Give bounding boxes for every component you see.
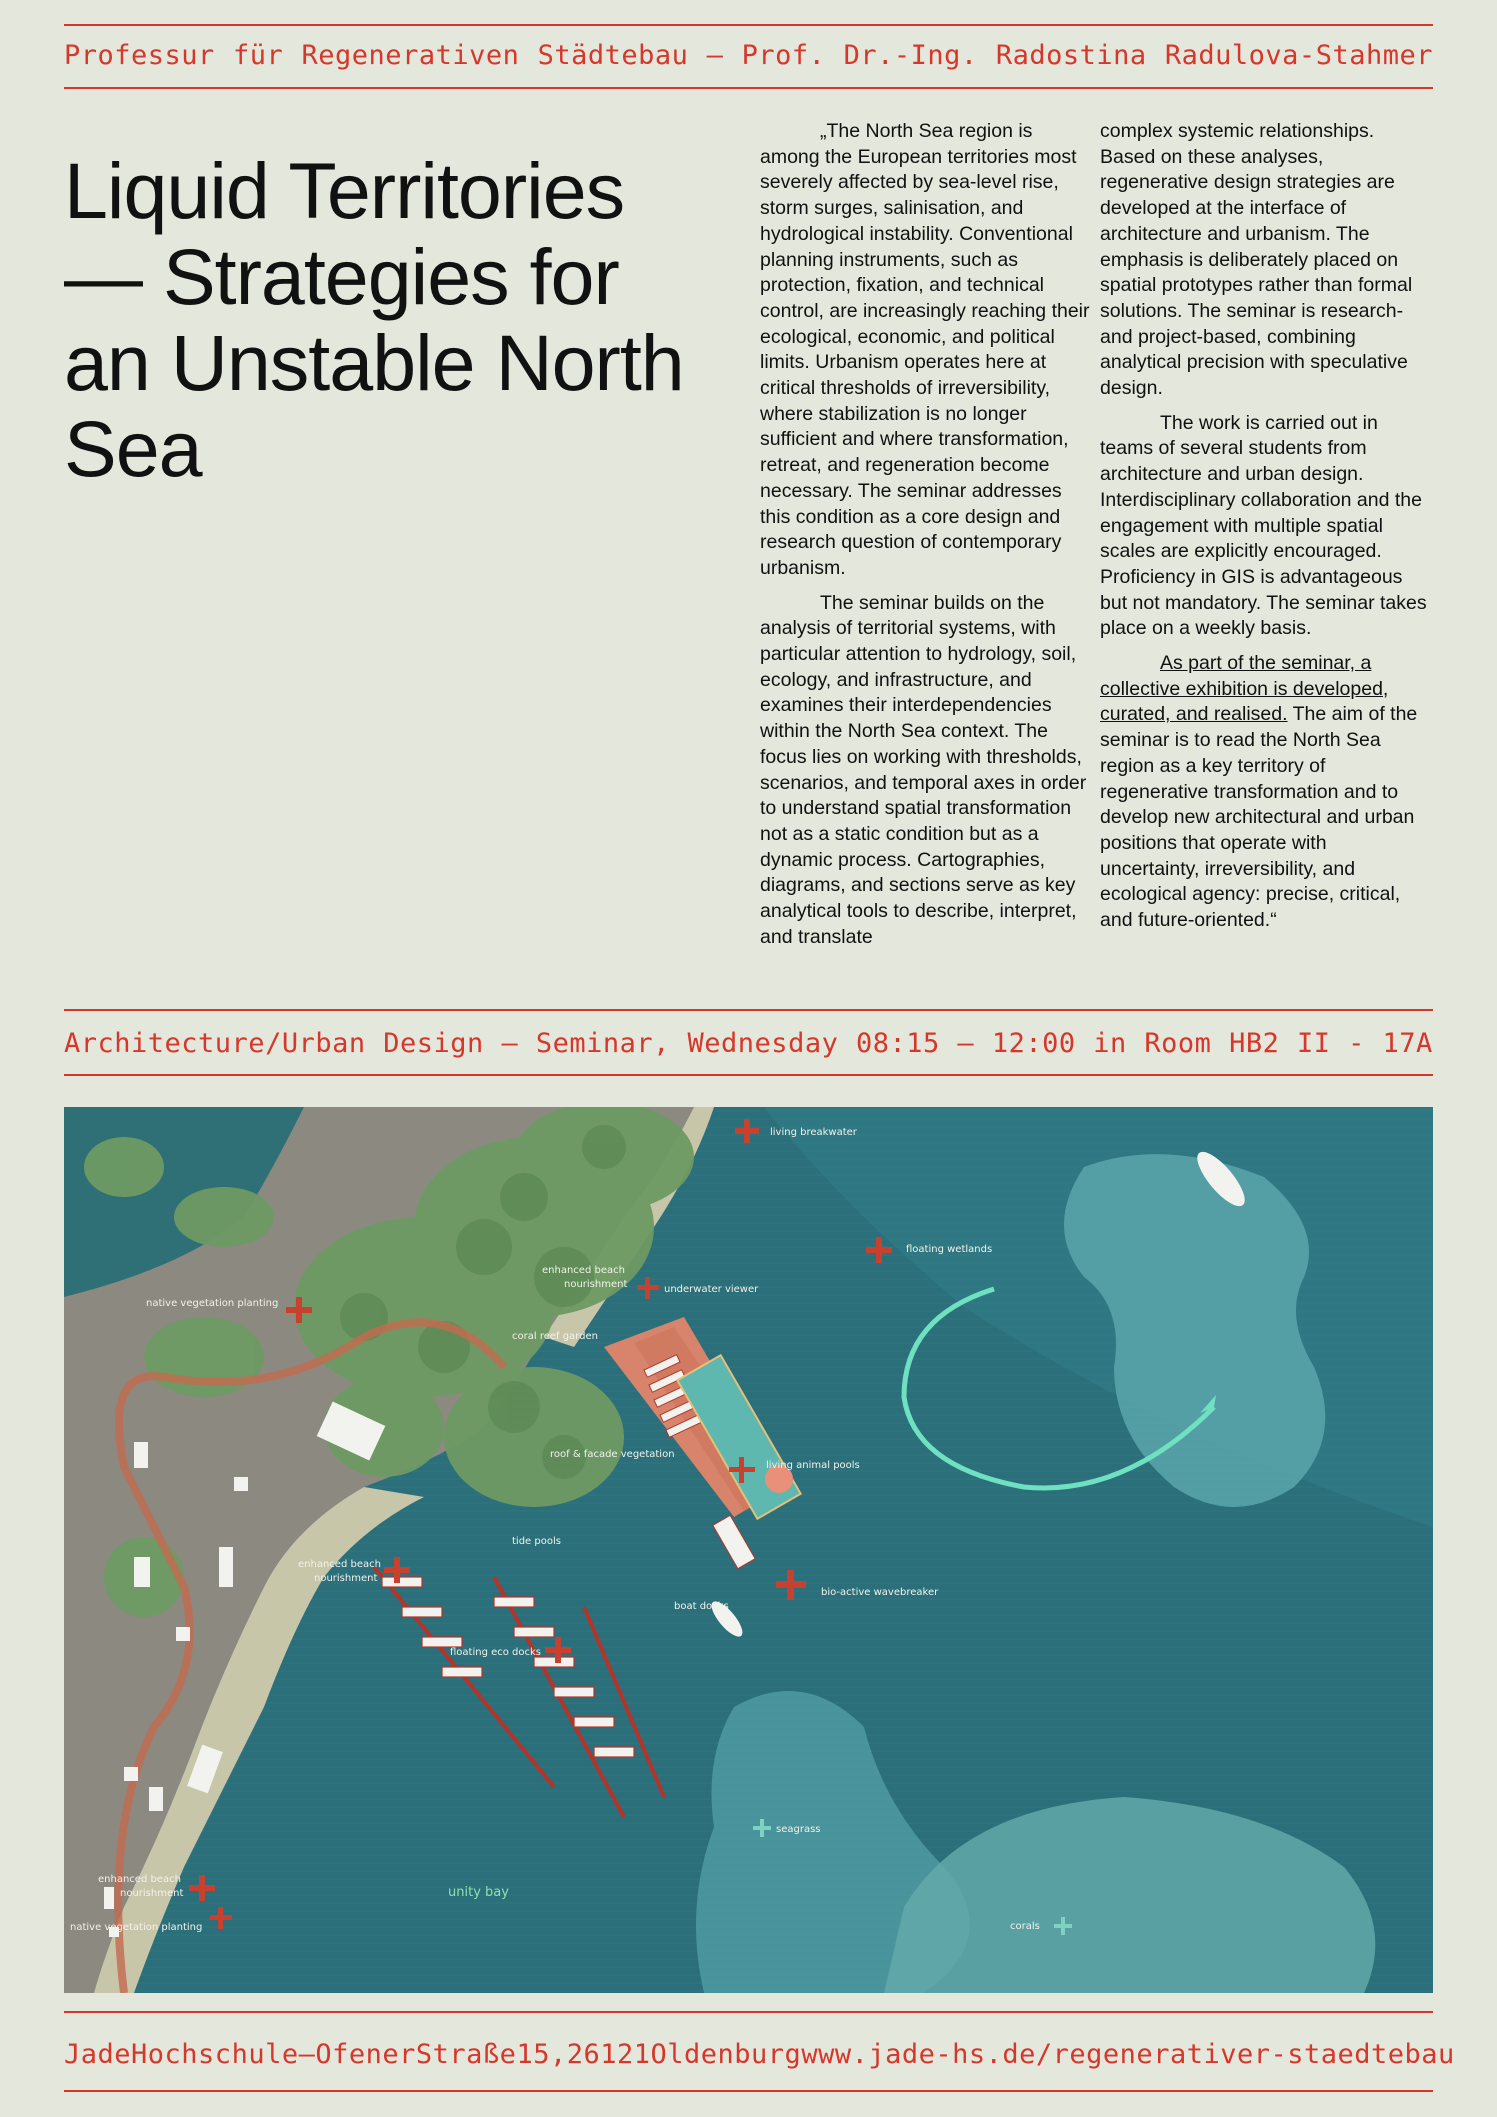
map-label: enhanced beach — [298, 1559, 381, 1570]
course-word: II — [1296, 1028, 1331, 1059]
course-info — [64, 1028, 1433, 1059]
course-rule-bottom — [64, 1074, 1433, 1076]
map-label: living animal pools — [766, 1460, 860, 1471]
map-label: roof & facade vegetation — [550, 1449, 675, 1460]
header-rule — [64, 87, 1433, 89]
footer-word: Hochschule — [131, 2039, 299, 2070]
map-label: corals — [1010, 1921, 1040, 1932]
map-label: tide pools — [512, 1536, 561, 1547]
title-line: Sea — [64, 404, 202, 493]
footer-word: 15, — [516, 2039, 567, 2070]
header-word: Radostina — [995, 40, 1147, 71]
course-rule-top — [64, 1009, 1433, 1011]
body-paragraph: complex systemic relationships. Based on these analyses, regenerative design strategies are developed at the interface of architecture and urbanism. The emphasis is deliberately placed on spatial prototypes rather than formal solutions. The seminar is research- and project-based, combining analytical precision with speculative design. — [1100, 120, 1413, 400]
header-word: für — [233, 40, 284, 71]
header-word: Prof. — [741, 40, 826, 71]
institution-footer — [64, 2039, 1455, 2070]
body-paragraph-exhibition — [1100, 651, 1430, 934]
top-rule — [64, 24, 1433, 26]
course-word: HB2 — [1229, 1028, 1280, 1059]
footer-rule-top — [64, 2011, 1433, 2013]
site-plan-illustration — [64, 1107, 1433, 1993]
course-word: — — [957, 1028, 975, 1059]
map-label: unity bay — [448, 1885, 509, 1900]
body-paragraph: „The North Sea region is among the European territories most severely affected by sea-level rise, storm surges, salinisation, and hydrological instability. Conventional planning instruments, such as protection, fixation, and technical control, are increasingly reaching their ecological, economic, and political limits. Urbanism operates here at critical thresholds of irreversibility, where stabilization is no longer sufficient and where transformation, retreat, and regeneration become necessary. The seminar addresses this condition as a core design and research question of contemporary urbanism. — [760, 120, 1090, 579]
course-word: Design — [383, 1028, 484, 1059]
title-line: Liquid Territories — [64, 146, 625, 235]
header-word: Regenerativen — [301, 40, 520, 71]
course-word: Room — [1144, 1028, 1212, 1059]
course-word: — — [501, 1028, 519, 1059]
header-word: Professur — [64, 40, 215, 71]
course-word: Seminar, — [535, 1028, 670, 1059]
body-paragraph: The work is carried out in teams of several students from architecture and urban design. Interdisciplinary collaboration and the engagement with multiple spatial scales are explicitly encouraged. Proficiency in GIS is advantageous but not mandatory. The seminar takes place on a weekly basis. — [1100, 411, 1427, 640]
footer-word: www.jade-hs.de/regenerativer-staedtebau — [801, 2039, 1455, 2070]
body-text: The aim of the seminar is to read the North Sea region as a key territory of regenerative transformation and to develop new architectural and urban positions that operate with uncertainty, irreversibility, and ecological agency: precise, critical, and future-oriented.“ — [1100, 703, 1418, 932]
footer-word: Oldenburg — [650, 2039, 802, 2070]
map-label: floating eco docks — [450, 1647, 542, 1658]
body-column-2 — [1100, 119, 1430, 943]
map-label: native vegetation planting — [146, 1298, 279, 1309]
course-word: in — [1093, 1028, 1127, 1059]
title-line: — Strategies for — [64, 232, 619, 321]
map-label: boat docks — [674, 1601, 729, 1612]
map-label: living breakwater — [770, 1127, 857, 1138]
course-word: 12:00 — [991, 1028, 1076, 1059]
course-word: Wednesday — [687, 1028, 839, 1059]
body-paragraph: The seminar builds on the analysis of territorial systems, with particular attention to hydrology, soil, ecology, and infrastructure, and examines their interdependencies within the North Sea context. The focus lies on working with thresholds, scenarios, and temporal axes in order to understand spatial transformation not as a static condition but as a dynamic process. Cartographies, diagrams, and sections serve as key analytical tools to describe, interpret, and translate — [760, 591, 1087, 948]
map-label: nourishment — [314, 1573, 378, 1584]
title-line: an Unstable North — [64, 318, 684, 407]
footer-word: Ofener — [315, 2039, 416, 2070]
header-word: Radulova-Stahmer — [1164, 40, 1433, 71]
page-title — [64, 148, 764, 492]
body-column-1 — [760, 119, 1090, 960]
map-label: underwater viewer — [664, 1284, 759, 1295]
footer-word: Jade — [64, 2039, 132, 2070]
footer-word: 26121 — [566, 2039, 651, 2070]
course-word: 08:15 — [855, 1028, 940, 1059]
map-label: floating wetlands — [906, 1244, 993, 1255]
map-label: enhanced beach — [98, 1874, 181, 1885]
header-word: Dr.-Ing. — [843, 40, 978, 71]
course-word: Architecture/Urban — [64, 1028, 366, 1059]
footer-rule-bottom — [64, 2090, 1433, 2092]
map-label: nourishment — [564, 1279, 628, 1290]
chair-header — [64, 40, 1433, 71]
header-word: — — [706, 40, 724, 71]
map-label: nourishment — [120, 1888, 184, 1899]
footer-word: Straße — [415, 2039, 517, 2070]
course-word: 17A — [1382, 1028, 1433, 1059]
header-word: Städtebau — [537, 40, 689, 71]
map-label: bio-active wavebreaker — [821, 1587, 939, 1598]
map-label: coral reef garden — [512, 1331, 598, 1342]
map-label: seagrass — [776, 1824, 821, 1835]
map-label: enhanced beach — [542, 1265, 625, 1276]
map-label: native vegetation planting — [70, 1922, 203, 1933]
footer-word: — — [298, 2039, 316, 2070]
course-word: - — [1348, 1028, 1365, 1059]
exhibition-highlight: As part of the seminar, a collective exhibition is developed, curated, and realised. — [1100, 652, 1389, 726]
